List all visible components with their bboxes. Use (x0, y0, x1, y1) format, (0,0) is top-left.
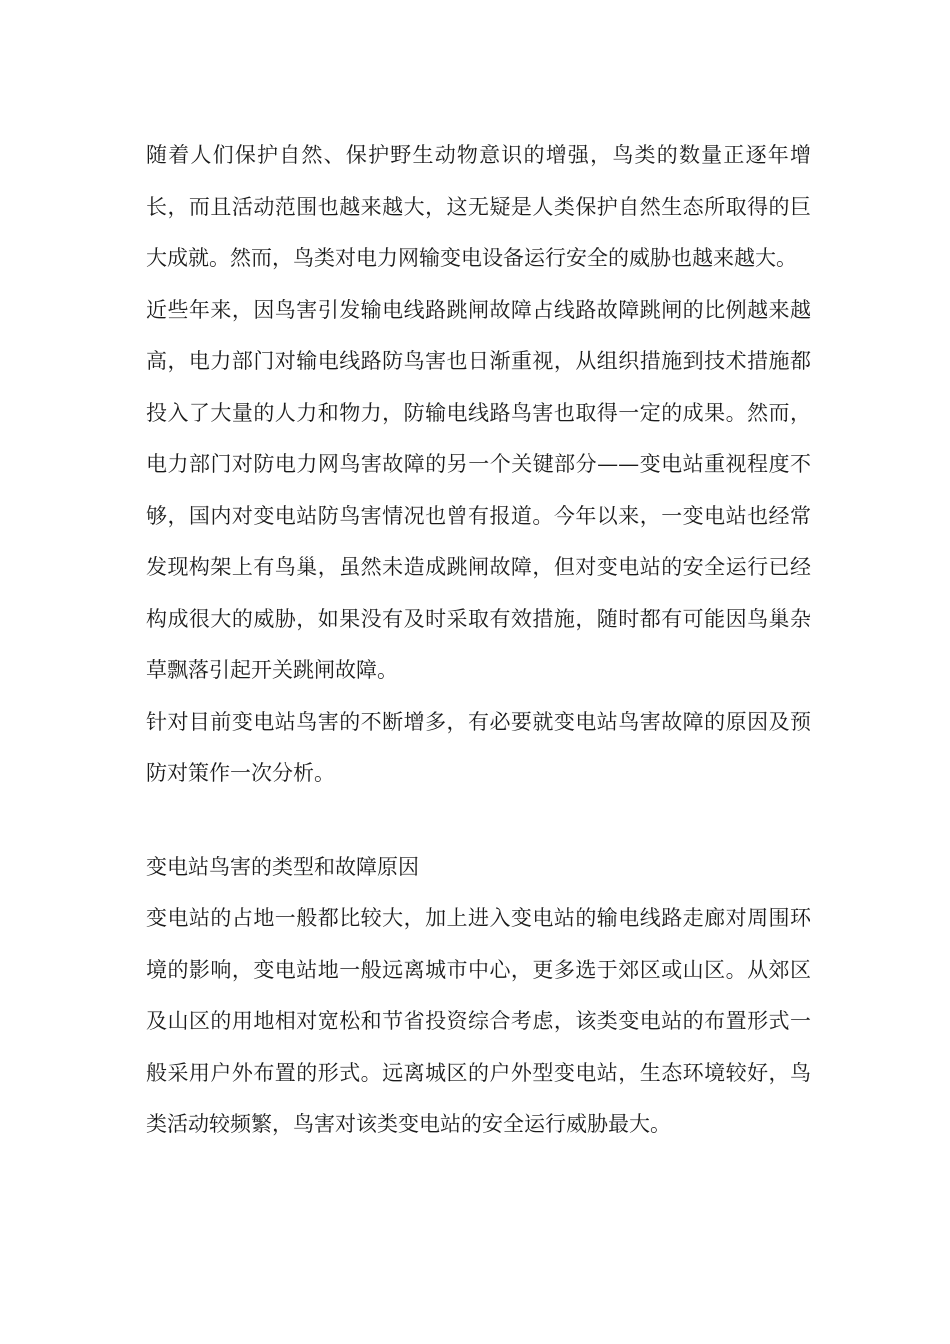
paragraph-intro-2: 近些年来，因鸟害引发输电线路跳闸故障占线路故障跳闸的比例越来越高，电力部门对输电线路防鸟害也日渐重视，从组织措施到技术措施都投入了大量的人力和物力，防输电线路鸟害也取得一定的成果。然而，电力部门对防电力网鸟害故障的另一个关键部分——变电站重视程度不够，国内对变电站防鸟害情况也曾有报道。今年以来，一变电站也经常发现构架上有鸟巢，虽然未造成跳闸故障，但对变电站的安全运行已经构成很大的威胁，如果没有及时采取有效措施，随时都有可能因鸟巢杂草飘落引起开关跳闸故障。 (146, 297, 811, 682)
paragraph-section-1: 变电站的占地一般都比较大，加上进入变电站的输电线路走廊对周围环境的影响，变电站地一般远离城市中心，更多选于郊区或山区。从郊区及山区的用地相对宽松和节省投资综合考虑，该类变电站的布置形式一般采用户外布置的形式。远离城区的户外型变电站，生态环境较好，鸟类活动较频繁，鸟害对该类变电站的安全运行威胁最大。 (146, 906, 811, 1136)
document-body (146, 130, 811, 1151)
paragraph-spacer (146, 800, 811, 842)
paragraph-intro-3: 针对目前变电站鸟害的不断增多，有必要就变电站鸟害故障的原因及预防对策作一次分析。 (146, 709, 811, 785)
section-heading: 变电站鸟害的类型和故障原因 (146, 854, 419, 879)
paragraph-intro-1: 随着人们保护自然、保护野生动物意识的增强，鸟类的数量正逐年增长，而且活动范围也越来越大，这无疑是人类保护自然生态所取得的巨大成就。然而，鸟类对电力网输变电设备运行安全的威胁也越来越大。 (146, 143, 811, 270)
